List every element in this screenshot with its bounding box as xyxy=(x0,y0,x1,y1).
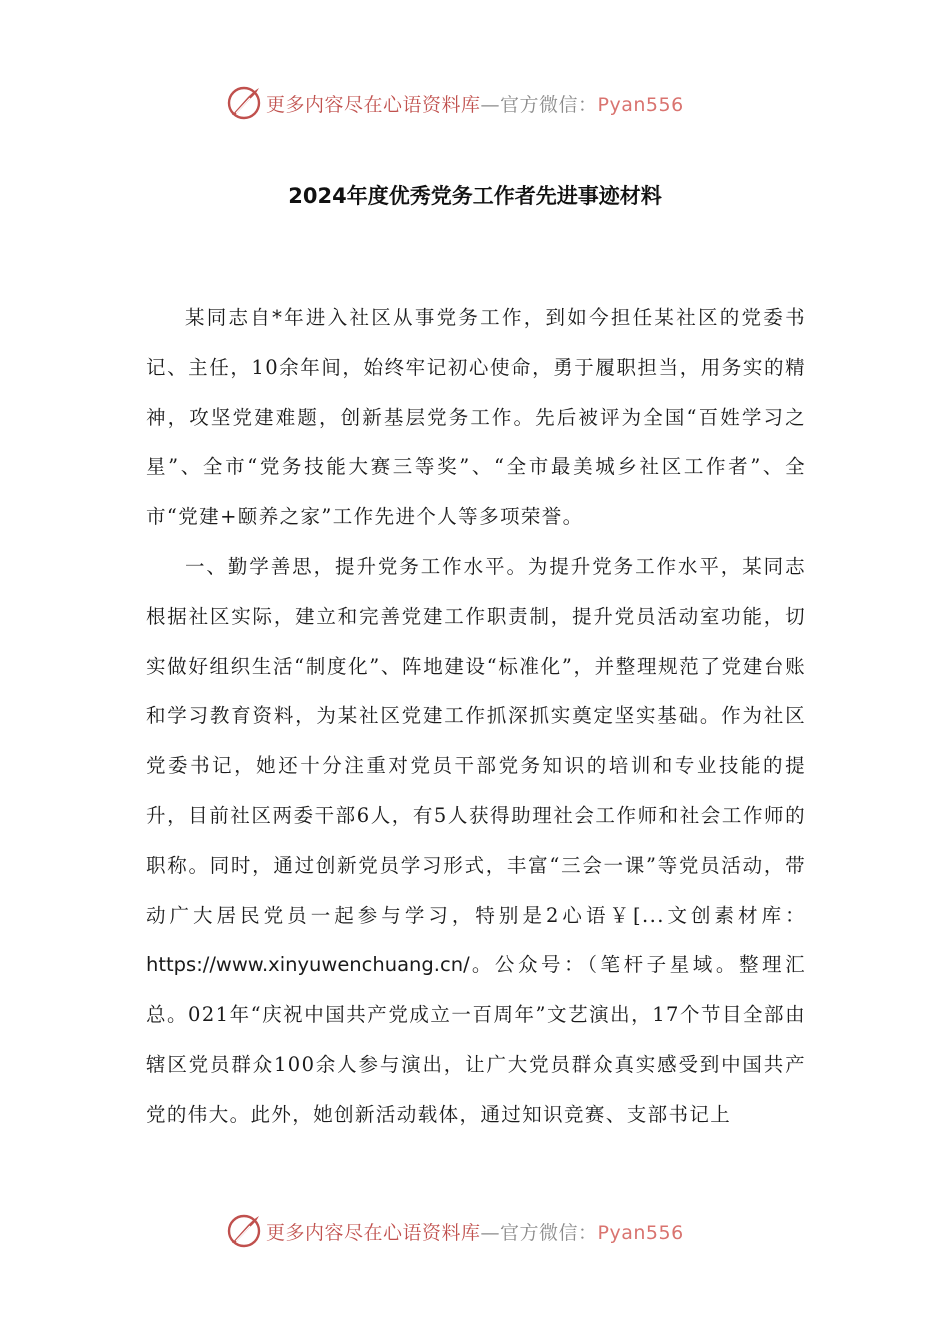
paragraph-text: 。公众号：（笔杆子星域。整理汇总。021年“庆祝中国共产党成立一百周年”文艺演出，17个节目全部由辖区党员群众100余人参与演出，让广大党员群众真实感受到中国共产党的伟大。此外，她创新活动载体，通过知识竞赛、支部书记上 xyxy=(146,953,806,1126)
resource-link[interactable]: https://www.xinyuwenchuang.cn/ xyxy=(146,953,470,977)
banner-text xyxy=(266,90,684,117)
quill-pen-logo-icon xyxy=(226,85,262,121)
banner-label: 官方微信： xyxy=(500,1221,598,1244)
document-title: 2024年度优秀党务工作者先进事迹材料 xyxy=(288,184,662,208)
banner-label: 官方微信： xyxy=(500,93,598,116)
banner-text xyxy=(266,1218,684,1245)
footer-banner xyxy=(226,1211,746,1251)
paragraph xyxy=(146,542,806,1140)
banner-wechat-id: Pyan556 xyxy=(597,1221,684,1244)
paragraph-text: 一、勤学善思，提升党务工作水平。为提升党务工作水平，某同志根据社区实际，建立和完善党建工作职责制，提升党员活动室功能，切实做好组织生活“制度化”、阵地建设“标准化”，并整理规范了党建台账和学习教育资料，为某社区党建工作抓深抓实奠定坚实基础。作为社区党委书记，她还十分注重对党员干部党务知识的培训和专业技能的提升，目前社区两委干部6人，有5人获得助理社会工作师和社会工作师的职称。同时，通过创新党员学习形式，丰富“三会一课”等党员活动，带动广大居民党员一起参与学习，特别是2心语￥[...文创素材库： xyxy=(146,554,806,927)
banner-separator: — xyxy=(480,1221,501,1244)
banner-site-text: 更多内容尽在心语资料库 xyxy=(266,93,481,116)
paragraph: 某同志自*年进入社区从事党务工作，到如今担任某社区的党委书记、主任，10余年间，始终牢记初心使命，勇于履职担当，用务实的精神，攻坚党建难题，创新基层党务工作。先后被评为全国“百姓学习之星”、全市“党务技能大赛三等奖”、“全市最美城乡社区工作者”、全市“党建+颐养之家”工作先进个人等多项荣誉。 xyxy=(146,306,806,529)
document-body xyxy=(146,293,806,1140)
banner-site-text: 更多内容尽在心语资料库 xyxy=(266,1221,481,1244)
banner-separator: — xyxy=(480,93,501,116)
quill-pen-logo-icon xyxy=(226,1213,262,1249)
banner-wechat-id: Pyan556 xyxy=(597,93,684,116)
header-banner xyxy=(226,83,746,123)
